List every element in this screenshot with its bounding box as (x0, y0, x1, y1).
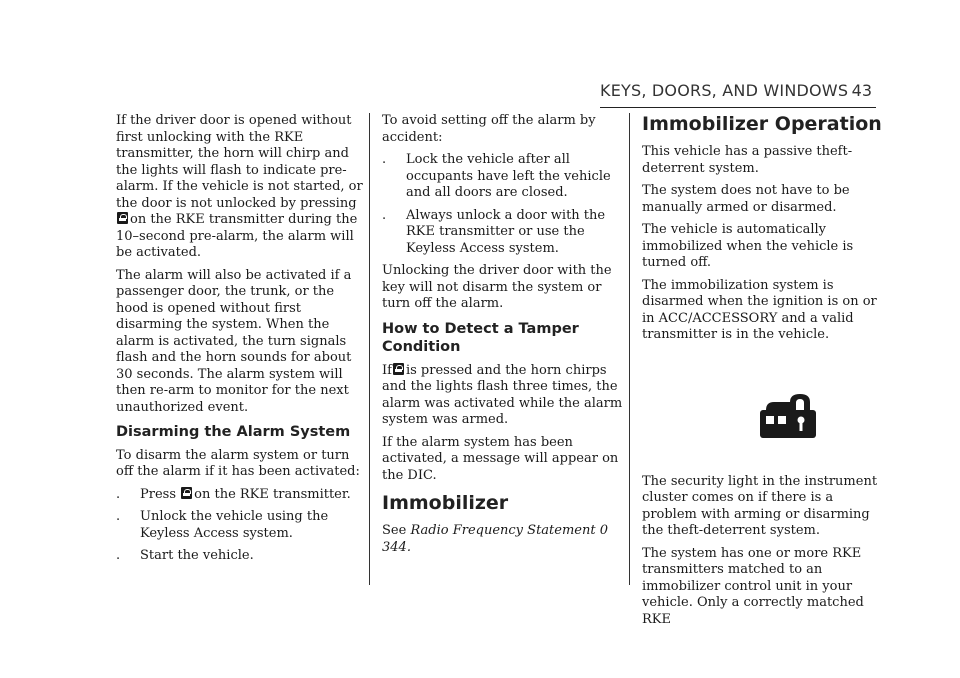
paragraph: Unlocking the driver door with the key will not disarm the system or turn off the alarm. (382, 263, 612, 311)
paragraph: The vehicle is automatically immobilized when the vehicle is turned off. (642, 222, 854, 270)
list-item: . Press on the RKE transmitter. (116, 486, 351, 502)
cross-reference: See Radio Frequency Statement 0 344. (382, 523, 608, 555)
column-3 (642, 113, 882, 634)
paragraph: This vehicle has a passive theft-deterrent system. (642, 144, 853, 176)
paragraph: To disarm the alarm system or turn off the alarm if it has been activated: (116, 447, 360, 479)
reference-link[interactable]: Radio Frequency Statement (410, 523, 596, 538)
section-heading: Immobilizer Operation (642, 113, 882, 135)
section-heading: Immobilizer (382, 492, 509, 514)
section-heading: How to Detect a Tamper Condition (382, 320, 579, 355)
lock-key-icon (181, 487, 192, 499)
page-number: 43 (851, 81, 872, 100)
paragraph: To avoid setting off the alarm by accident: (382, 113, 596, 145)
paragraph: The alarm will also be activated if a passenger door, the trunk, or the hood is opened without first disarming the system. When the alarm is activated, the turn signals flash and the horn sounds for about 30 seconds. The alarm system will then re-arm to monitor for the next unauthorized event. (116, 267, 352, 415)
paragraph: The system has one or more RKE transmitters matched to an immobilizer control unit in your vehicle. Only a correctly matched RKE (642, 545, 864, 627)
page-header (600, 81, 876, 108)
column-1 (116, 113, 366, 571)
paragraph: If the driver door is opened without first unlocking with the RKE transmitter, the horn will chirp and the lights will flash to indicate pre-alarm. If the vehicle is not started, or the door is not unlocked by pressing on the RKE transmitter during the 10–second pre-alarm, the alarm will be activated. (116, 113, 363, 260)
paragraph: The security light in the instrument cluster comes on if there is a problem with arming or disarming the theft-deterrent system. (642, 473, 878, 538)
paragraph: If the alarm system has been activated, a message will appear on the DIC. (382, 434, 619, 483)
section-title: KEYS, DOORS, AND WINDOWS (600, 81, 849, 100)
section-heading: Disarming the Alarm System (116, 424, 351, 440)
paragraph: The immobilization system is disarmed when the ignition is on or in ACC/ACCESSORY and a valid transmitter is in the vehicle. (642, 277, 877, 342)
lock-key-icon (117, 212, 128, 224)
column-2 (382, 113, 632, 562)
list-item: . Unlock the vehicle using the Keyless Access system. (116, 509, 329, 541)
column-divider (369, 113, 370, 585)
page-reference: 0 344. (382, 523, 608, 555)
paragraph: If is pressed and the horn chirps and the lights flash three times, the alarm was activated while the alarm system was armed. (382, 362, 623, 427)
security-light-icon (758, 392, 818, 440)
paragraph: The system does not have to be manually armed or disarmed. (642, 183, 850, 215)
lock-key-icon (393, 363, 404, 375)
list-item: . Start the vehicle. (116, 548, 254, 563)
list-item: . Always unlock a door with the RKE transmitter or use the Keyless Access system. (382, 207, 606, 256)
list-item: . Lock the vehicle after all occupants have left the vehicle and all doors are closed. (382, 152, 611, 200)
